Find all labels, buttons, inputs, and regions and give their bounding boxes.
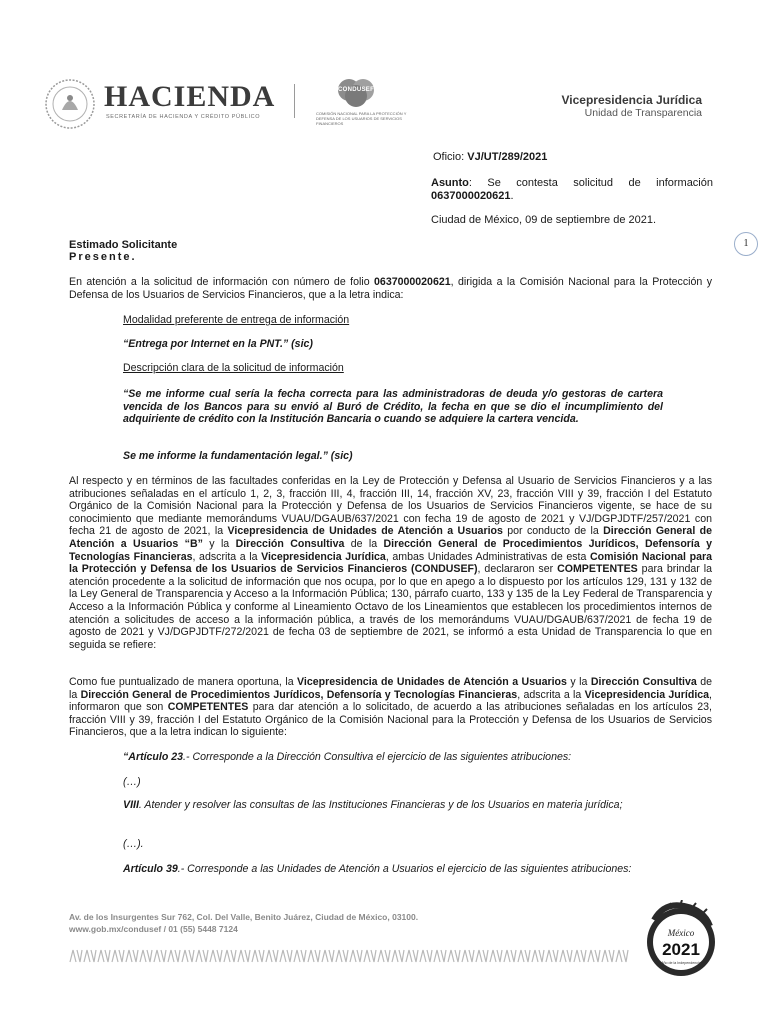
oficio-label: Oficio: [433, 151, 468, 163]
document-date: Ciudad de México, 09 de septiembre de 2021. [431, 214, 657, 226]
p2-run: Dirección General de Atención a Usuarios “B” [69, 525, 713, 550]
descripcion-value: “Se me informe cual sería la fecha correcta para las administradoras de deuda y/o gestoras de cartera vencida de los Bancos para su envió al Buró de Crédito, la fecha en que se dio el incumplimiento del adquiriente de crédito con la Institución Bancaria o cuando se adquiere la cartera vencida. [123, 388, 663, 426]
p2-run: , adscrita a la [192, 550, 262, 563]
intro-text-a: En atención a la solicitud de información con número de folio [69, 276, 375, 288]
office-unit: Unidad de Transparencia [584, 107, 702, 119]
badge-mexico-text: México [667, 928, 695, 938]
agency-logo-text: HACIENDA [104, 80, 276, 113]
footer-decorative-band [69, 948, 629, 964]
quote-article-39-text: .- Corresponde a las Unidades de Atención a Usuarios el ejercicio de las siguientes atribuciones: [177, 863, 632, 875]
quote-article-23 [123, 751, 683, 764]
quote-fraction-viii-text: . Atender y resolver las consultas de las Instituciones Financieras y de los Usuarios en materia jurídica; [138, 799, 623, 811]
condusef-subtitle: COMISIÓN NACIONAL PARA LA PROTECCIÓN Y DEFENSA DE LOS USUARIOS DE SERVICIOS FINANCIEROS [316, 111, 407, 126]
p3-run: Dirección Consultiva [590, 676, 697, 688]
condusef-logo-icon [334, 78, 378, 108]
mexico-2021-independence-badge [644, 900, 718, 980]
descripcion-value-2: Se me informe la fundamentación legal.” (sic) [123, 450, 353, 462]
salutation-line: Estimado Solicitante [69, 239, 178, 251]
footer-website: www.gob.mx/condusef / 01 (55) 5448 7124 [69, 924, 238, 934]
footer-address: Av. de los Insurgentes Sur 762, Col. Del Valle, Benito Juárez, Ciudad de México, 03100. [69, 912, 419, 922]
badge-year-text: 2021 [662, 940, 700, 959]
oficio-number: VJ/UT/289/2021 [467, 151, 548, 163]
office-title: Vicepresidencia Jurídica [561, 93, 702, 107]
asunto-folio: 0637000020621 [431, 190, 511, 202]
quote-article-23-text: .- Corresponde a la Dirección Consultiva el ejercicio de las siguientes atribuciones: [183, 751, 572, 763]
p3-run: Vicepresidencia Jurídica [584, 688, 710, 701]
modalidad-label: Modalidad preferente de entrega de información [123, 314, 350, 326]
quote-fraction-viii [123, 799, 683, 812]
p3-run: y la [566, 676, 591, 688]
intro-folio: 0637000020621 [374, 276, 451, 288]
quote-article-23-title: “Artículo 23 [123, 751, 184, 763]
p3-run: de la [69, 676, 713, 701]
p2-run: Vicepresidencia de Unidades de Atención a Usuarios [227, 525, 503, 538]
agency-subtitle: SECRETARÍA DE HACIENDA Y CRÉDITO PÚBLICO [106, 114, 261, 120]
quote-ellipsis-2: (…). [123, 838, 144, 850]
p3-run: Vicepresidencia de Unidades de Atención a Usuarios [297, 676, 567, 688]
oficio-line [433, 151, 547, 163]
modalidad-value: “Entrega por Internet en la PNT.” (sic) [123, 338, 313, 350]
condusef-logo-text: CONDUSEF [338, 87, 375, 93]
p3-run: COMPETENTES [167, 701, 249, 714]
p3-run: para dar atención a lo solicitado, de acuerdo a las atribuciones señaladas en los artículos 23, fracción VIII y 39, fracción I del Estatuto Orgánico de la Comisión Nacional para la Protección y Defensa de los Usuarios de Servicios Financieros, que a la letra indican lo siguiente: [69, 701, 712, 739]
p2-run: de la [344, 537, 384, 550]
p2-run: Vicepresidencia Jurídica [261, 550, 386, 563]
quote-article-39 [123, 863, 683, 876]
p3-run: , informaron que son [69, 688, 712, 714]
p2-run: Dirección General de Procedimientos Jurídicos, Defensoría y Tecnologías Financieras [69, 537, 713, 563]
asunto-label: Asunto [431, 177, 469, 189]
mexico-coat-of-arms-seal [44, 78, 96, 130]
page-number-badge: 1 [734, 232, 758, 256]
p2-run: Al respecto y en términos de las facultades conferidas en la Ley de Protección y Defensa al Usuario de Servicios Financieros y a las atribuciones señaladas en el artículo 1, 2, 3, fracción III, 4, fracción III, 14, fracción XV, 23, fracción VIII y 39, fracción I del Estatuto Orgánico de la Comisión Nacional para la Protección y Defensa de los Usuarios de Servicios Financieros vigente, se hace de su conocimiento que mediante memorándums VUAU/DGAUB/637/2021 con fecha 19 de agosto de 2021 y VJ/DGPJDTF/257/2021 con fecha 21 de agosto de 2021, la [69, 475, 712, 538]
asunto-text: : Se contesta solicitud de información [468, 177, 713, 189]
p3-run: Dirección General de Procedimientos Jurídicos, Defensoría y Tecnologías Financieras [80, 688, 518, 701]
p2-run: para brindar la atención procedente a la solicitud de información que nos ocupa, por lo que en apego a lo dispuesto por los artículos 129, 131 y 132 de la Ley General de Transparencia y Acceso a la Información Pública; 130, párrafo cuarto, 133 y 135 de la Ley Federal de Transparencia y Acceso a la Información Pública y conforme al Lineamiento Octavo de los Lineamientos que establecen los procedimientos internos de atención a solicitudes de acceso a la información pública, a través de los memorándums VUAU/DGAUB/637/2021 de fecha 19 de agosto de 2021 y VJ/DGPJDTF/272/2021 de fecha 03 de septiembre de 2021, se informó a esta Unidad de Transparencia lo que en seguida se refiere: [69, 563, 712, 651]
quote-article-39-title: Artículo 39 [123, 863, 178, 875]
descripcion-label: Descripción clara de la solicitud de información [123, 362, 344, 374]
p2-run: , ambas Unidades Administrativas de esta [385, 550, 590, 563]
intro-text-b: , dirigida a la Comisión Nacional para la Protección y Defensa de los Usuarios de Servicios Financieros, que a la letra indica: [69, 276, 712, 301]
competence-paragraph [69, 475, 712, 651]
quote-ellipsis-1: (…) [123, 776, 141, 788]
p2-run: COMPETENTES [557, 563, 638, 576]
asunto-line: Asunto: Se contesta solicitud de información 0637000020621. [431, 177, 713, 202]
p3-run: Como fue puntualizado de manera oportuna, la [69, 676, 298, 688]
p2-run: por conducto de la [502, 525, 604, 538]
p2-run: y la [202, 537, 236, 550]
salutation-presente: Presente. [69, 251, 137, 263]
badge-subtitle-text: Año de la Independencia [661, 961, 701, 965]
quote-fraction-viii-title: VIII [123, 799, 139, 811]
p2-run: Dirección Consultiva [235, 537, 345, 550]
reiteration-paragraph [69, 676, 712, 739]
intro-paragraph [69, 276, 712, 301]
p3-run: , adscrita a la [517, 688, 585, 701]
header-divider [294, 84, 295, 118]
p2-run: Comisión Nacional para la Protección y Defensa de los Usuarios de Servicios Financieros (CONDUSEF) [69, 550, 712, 576]
p2-run: , declararon ser [477, 563, 558, 576]
